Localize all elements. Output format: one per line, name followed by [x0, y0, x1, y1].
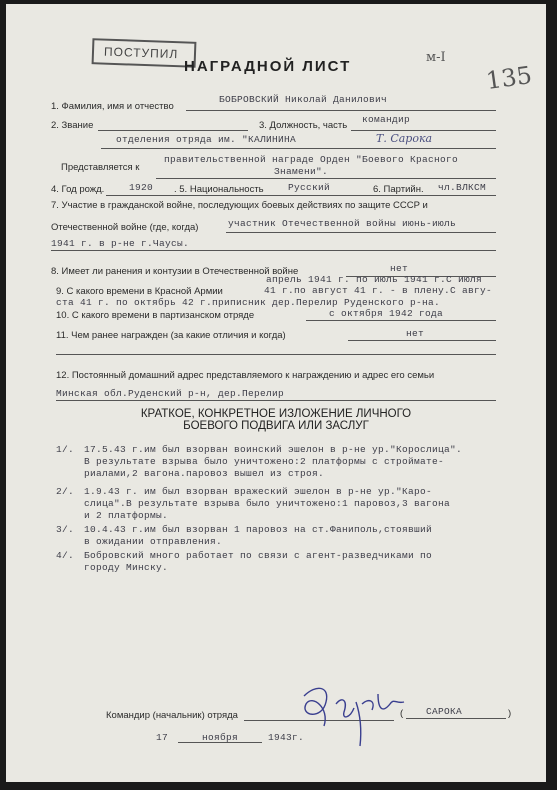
birth-year: 1920 [129, 182, 154, 193]
corner-mark: м-I [426, 50, 446, 65]
rule [98, 130, 248, 131]
award-line-1: правительственной награде Орден "Боевого Красного [164, 154, 459, 165]
feat-4-line: городу Минску. [84, 562, 169, 573]
rule [178, 742, 202, 743]
presented-label: Представляется к [61, 162, 140, 173]
rule [202, 742, 262, 743]
army-period-2: ста 41 г. по октябрь 42 г.приписник дер.Перелир Руденского р-на. [56, 297, 441, 308]
date-day: 17 [156, 732, 169, 743]
feat-1-line: В результате взрыва было уничтожено:2 платформы с строймате- [84, 456, 445, 467]
home-address: Минская обл.Руденский р-н, дер.Перелир [56, 388, 285, 399]
feat-4-line: Бобровский много работает по связи с агент-разведчиками по [84, 550, 433, 561]
rule [226, 232, 496, 233]
commander-label: Командир (начальник) отряда [106, 710, 238, 721]
rule [156, 178, 496, 179]
rule [351, 130, 496, 131]
signer-name: САРОКА [426, 706, 463, 717]
rule [186, 110, 496, 111]
award-line-2: Знамени". [274, 166, 329, 177]
field-3-label: 3. Должность, часть [259, 120, 348, 131]
war-participation-2: 1941 г. в р-не г.Чаусы. [51, 238, 190, 249]
document-title: НАГРАДНОЙ ЛИСТ [184, 58, 352, 75]
feat-3-number: 3/. [56, 524, 75, 535]
field-12-label: 12. Постоянный домашний адрес представляемого к награждению и адрес его семьи [56, 370, 435, 381]
signer-open-paren: ( [400, 708, 404, 719]
feat-3-line: 10.4.43 г.им был взорван 1 паровоз на ст.Фаниполь,стоявший [84, 524, 433, 535]
section-title-2: БОЕВОГО ПОДВИГА ИЛИ ЗАСЛУГ [183, 420, 369, 432]
rule [56, 400, 496, 401]
party: чл.ВЛКСМ [438, 182, 487, 193]
feat-1-line: риалами,2 вагона.паровоз вышел из строя. [84, 468, 325, 479]
received-stamp: ПОСТУПИЛ [92, 38, 197, 68]
rule [101, 148, 496, 149]
handwritten-signature [296, 674, 416, 754]
full-name: БОБРОВСКИЙ Николай Данилович [219, 94, 388, 105]
date-month: ноября [202, 732, 239, 743]
previous-awards: нет [406, 328, 425, 339]
section-title-1: КРАТКОЕ, КОНКРЕТНОЕ ИЗЛОЖЕНИЕ ЛИЧНОГО [140, 408, 412, 420]
field-4-label: 4. Год рожд. [51, 184, 105, 195]
army-period-top: апрель 1941 г. по июль 1941 г.С июля [266, 274, 483, 285]
field-1-label: 1. Фамилия, имя и отчество [51, 101, 174, 112]
feat-3-line: в ожидании отправления. [84, 536, 223, 547]
rule [106, 195, 496, 196]
sheet-number: 135 [484, 60, 534, 96]
rule [348, 340, 496, 341]
field-8-label: 8. Имеет ли ранения и контузии в Отечественной войне [51, 266, 299, 277]
feat-1-line: 17.5.43 г.им был взорван воинский эшелон в р-не ур."Корослица". [84, 444, 463, 455]
date-year: 1943г. [268, 732, 305, 743]
feat-2-line: слица".В результате взрыва было уничтожено:1 паровоз,3 вагона [84, 498, 451, 509]
field-6-label: 6. Партийн. [373, 184, 424, 195]
war-participation-1: участник Отечественной войны июнь-июль [228, 218, 457, 229]
army-period-1: 41 г.по август 41 г. - в плену.С авгу- [264, 285, 493, 296]
rule [51, 250, 496, 251]
unit: отделения отряда им. "КАЛИНИНА [116, 134, 297, 145]
rule [306, 320, 496, 321]
field-2-label: 2. Звание [51, 120, 94, 131]
position: командир [362, 114, 411, 125]
feat-2-line: и 2 платформы. [84, 510, 169, 521]
field-5-label: . 5. Национальность [174, 184, 264, 195]
nationality: Русский [288, 182, 331, 193]
feat-2-line: 1.9.43 г. им был взорван вражеский эшелон в р-не ур."Каро- [84, 486, 433, 497]
rule [406, 718, 506, 719]
field-7-label-2: Отечественной войне (где, когда) [51, 222, 199, 233]
feat-4-number: 4/. [56, 550, 75, 561]
field-10-label: 10. С какого времени в партизанском отряде [56, 310, 255, 321]
feat-1-number: 1/. [56, 444, 75, 455]
feat-2-number: 2/. [56, 486, 75, 497]
field-7-label: 7. Участие в гражданской войне, последующих боевых действиях по защите СССР и [51, 200, 428, 211]
signer-close-paren: ) [508, 708, 512, 719]
unit-handwritten: Т. Сарока [376, 132, 433, 145]
field-11-label: 11. Чем ранее награжден (за какие отличия и когда) [56, 330, 286, 341]
partisan-since: с октября 1942 года [329, 308, 444, 319]
rule [56, 354, 496, 355]
award-sheet-page [6, 4, 546, 782]
field-9-label: 9. С какого времени в Красной Армии [56, 286, 223, 297]
wounds: нет [390, 263, 409, 274]
